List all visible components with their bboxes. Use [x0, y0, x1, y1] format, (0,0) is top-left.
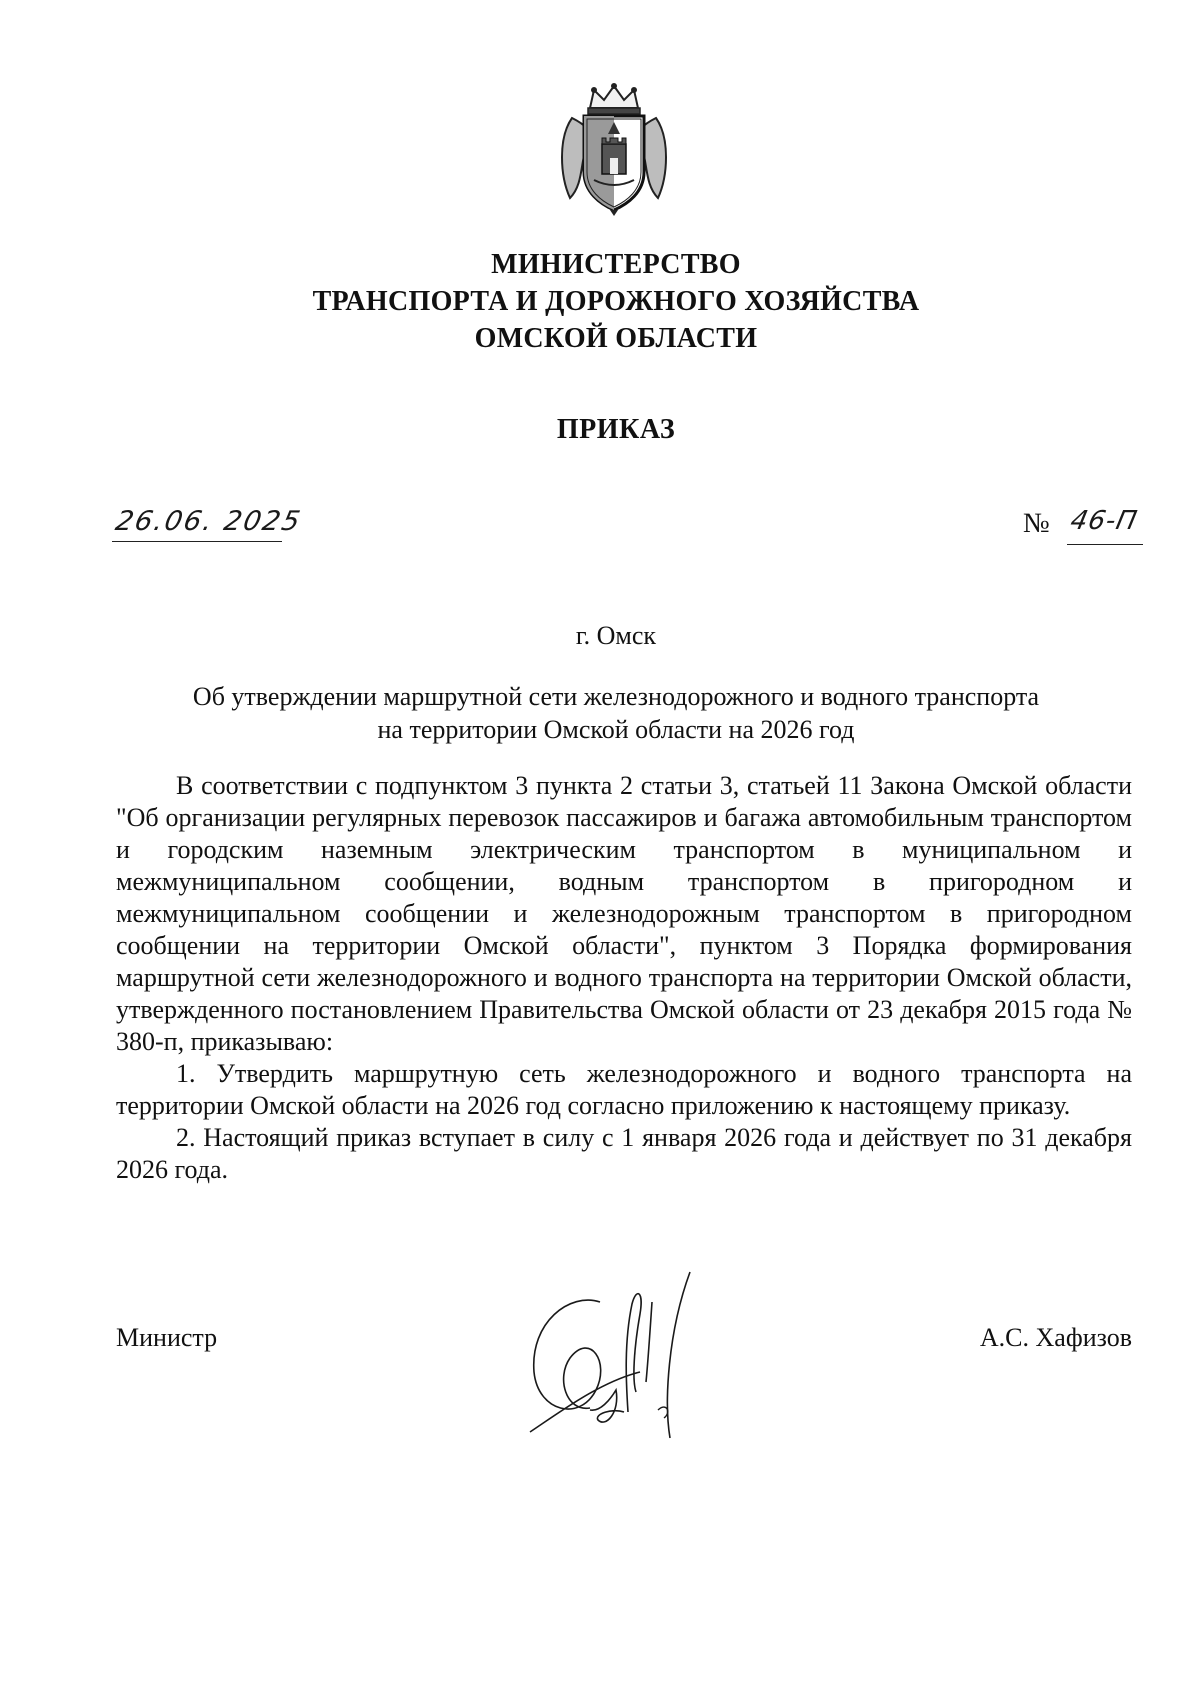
- number-sign: №: [1023, 508, 1050, 539]
- order-subject: [150, 680, 1082, 746]
- ministry-name: [0, 246, 1200, 357]
- signer-role: Министр: [116, 1323, 218, 1352]
- order-number-value: 46-П: [1067, 506, 1141, 536]
- document-type: ПРИКАЗ: [556, 414, 676, 445]
- ministry-line-1: МИНИСТЕРСТВО: [491, 249, 741, 280]
- preamble-paragraph: В соответствии с подпунктом 3 пункта 2 статьи 3, статьей 11 Закона Омской области "Об организации регулярных перевозок пассажиров и багажа автомобильным транспортом и городским наземным электрическим транспортом в муниципальном и межмуниципальном сообщении, водным транспортом в пригородном и межмуниципальном сообщении и железнодорожным транспортом в пригородном сообщении на территории Омской области", пунктом 3 Порядка формирования маршрутной сети железнодорожного и водного транспорта на территории Омской области, утвержденного постановлением Правительства Омской области от 23 декабря 2015 года № 380-п, приказываю:: [116, 771, 1132, 1056]
- ministry-line-3: ОМСКОЙ ОБЛАСТИ: [474, 323, 758, 354]
- order-body: [116, 770, 1132, 1186]
- ministry-line-2: ТРАНСПОРТА И ДОРОЖНОГО ХОЗЯЙСТВА: [312, 286, 920, 317]
- order-item-1: 1. Утвердить маршрутную сеть железнодорожного и водного транспорта на территории Омской области на 2026 год согласно приложению к настоящему приказу.: [116, 1059, 1132, 1120]
- subject-line-2: на территории Омской области на 2026 год: [377, 715, 855, 744]
- date-underline: [112, 541, 282, 542]
- order-date: 26.06. 2025: [112, 506, 305, 537]
- city: г. Омск: [575, 621, 657, 650]
- signer-name: А.С. Хафизов: [979, 1323, 1132, 1352]
- signature-icon: [520, 1262, 720, 1452]
- order-item-2: 2. Настоящий приказ вступает в силу с 1 января 2026 года и действует по 31 декабря 2026 года.: [116, 1123, 1132, 1184]
- coat-of-arms-icon: [554, 80, 674, 216]
- subject-line-1: Об утверждении маршрутной сети железнодорожного и водного транспорта: [192, 682, 1040, 711]
- number-underline: [1067, 544, 1143, 545]
